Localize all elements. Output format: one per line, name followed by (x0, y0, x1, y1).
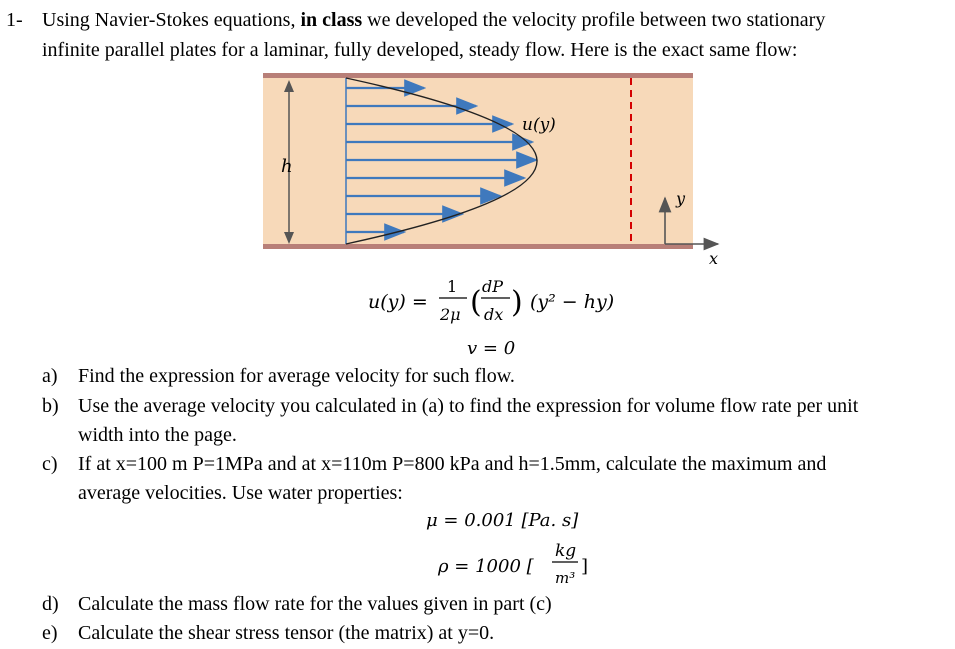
label-uy: u(y) (522, 115, 556, 135)
top-plate (263, 73, 693, 78)
eq-rho-close: ] (581, 556, 589, 577)
eq-tail: (y² − hy) (530, 291, 615, 313)
eq-rho-num: kg (555, 541, 577, 561)
eq-rho-den: m³ (555, 569, 576, 587)
intro-text-bold: in class (300, 9, 363, 31)
axis-x-label: x (709, 249, 719, 268)
eq-u-lhs: u(y) = (368, 291, 428, 313)
part-e-label: e) (42, 622, 58, 644)
part-b-text: Use the average velocity you calculated in (a) to find the expression for volume flow rate per unit (78, 395, 859, 417)
part-e-text: Calculate the shear stress tensor (the matrix) at y=0. (78, 622, 495, 644)
part-c-label: c) (42, 453, 58, 475)
part-a-text: Find the expression for average velocity for such flow. (78, 365, 515, 387)
eq-rho-lhs: ρ = 1000 [ (438, 556, 534, 577)
intro-text-start: Using Navier-Stokes equations, (42, 9, 301, 31)
part-a-label: a) (42, 365, 58, 387)
part-d-label: d) (42, 593, 59, 615)
axis-y-label: y (676, 189, 686, 208)
velocity-equation (368, 277, 614, 324)
intro-line-2: infinite parallel plates for a laminar, fully developed, steady flow. Here is the exact same flow: (42, 39, 798, 61)
eq-rho (437, 541, 588, 587)
part-c-text-cont: average velocities. Use water properties: (78, 482, 403, 504)
intro-text-end: we developed the velocity profile between two stationary (362, 9, 826, 31)
eq-paren-open: ( (470, 285, 482, 320)
part-b-label: b) (42, 395, 59, 417)
part-b-text-cont: width into the page. (78, 424, 237, 446)
bottom-plate (263, 244, 693, 249)
part-d-text: Calculate the mass flow rate for the values given in part (c) (78, 593, 552, 615)
label-h: h (281, 156, 293, 177)
part-c-text: If at x=100 m P=1MPa and at x=110m P=800 kPa and h=1.5mm, calculate the maximum and (78, 453, 827, 475)
eq-paren-close: ) (511, 285, 523, 320)
eq-frac-den: 2μ (440, 305, 461, 324)
eq-dp-num: dP (482, 277, 504, 296)
eq-v: v = 0 (467, 338, 516, 359)
eq-dp-den: dx (484, 305, 504, 324)
problem-number: 1- (6, 9, 23, 31)
eq-frac-num: 1 (447, 277, 458, 296)
eq-mu: μ = 0.001 [Pa. s] (426, 510, 579, 531)
